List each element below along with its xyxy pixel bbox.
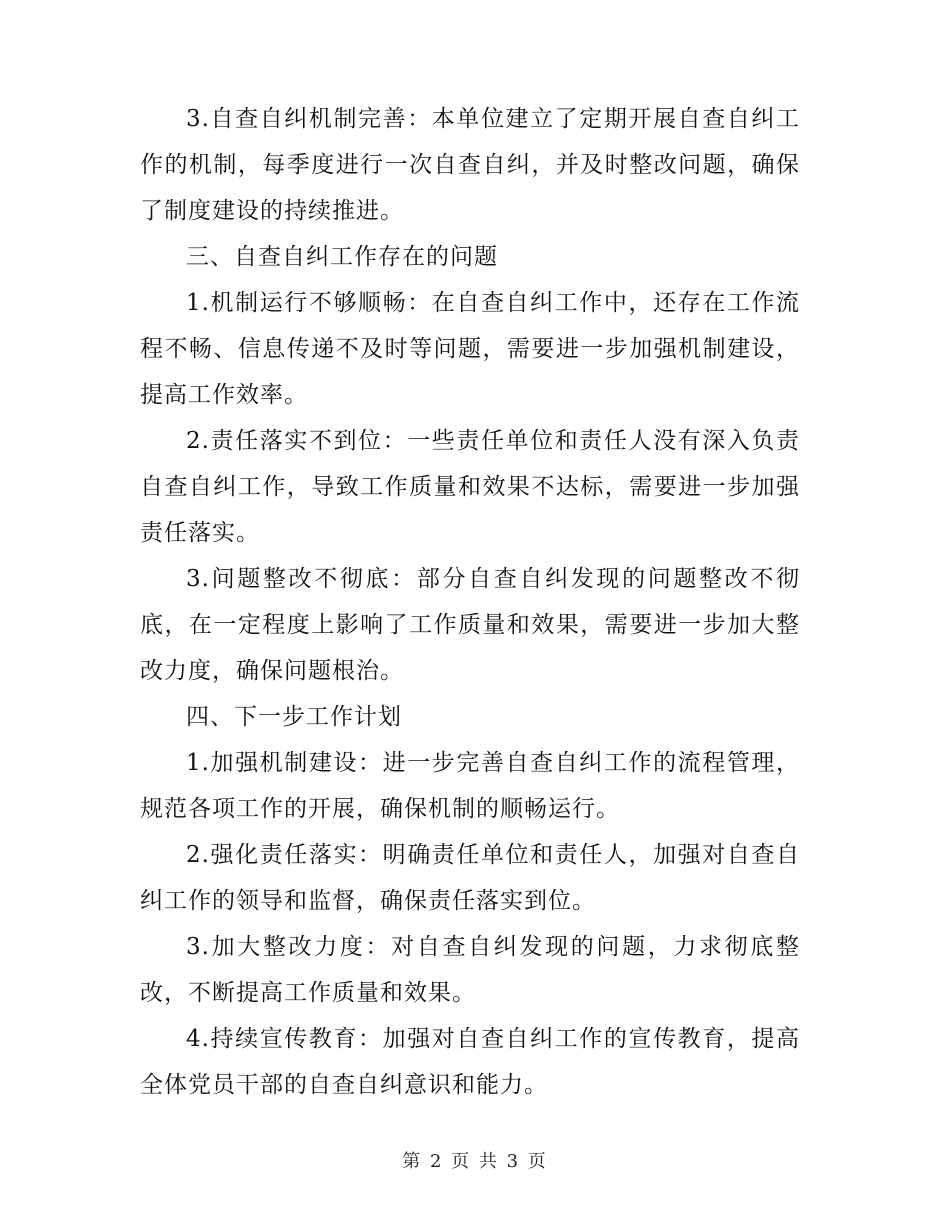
paragraph-increase-rectification: 3.加大整改力度：对自查自纠发现的问题，力求彻底整改，不断提高工作质量和效果。 (140, 934, 800, 1006)
paragraph-mechanism-complete: 3.自查自纠机制完善：本单位建立了定期开展自查自纠工作的机制，每季度进行一次自查自纠，并及时整改问题，确保了制度建设的持续推进。 (140, 106, 800, 224)
paragraph-responsibility-not-in-place: 2.责任落实不到位：一些责任单位和责任人没有深入负责自查自纠工作，导致工作质量和效果不达标，需要进一步加强责任落实。 (140, 428, 800, 546)
paragraph-rectification-incomplete: 3.问题整改不彻底：部分自查自纠发现的问题整改不彻底，在一定程度上影响了工作质量和效果，需要进一步加大整改力度，确保问题根治。 (140, 566, 800, 684)
paragraph-strengthen-responsibility: 2.强化责任落实：明确责任单位和责任人，加强对自查自纠工作的领导和监督，确保责任落实到位。 (140, 842, 800, 914)
paragraph-strengthen-mechanism: 1.加强机制建设：进一步完善自查自纠工作的流程管理，规范各项工作的开展，确保机制的顺畅运行。 (140, 750, 800, 822)
paragraph-mechanism-not-smooth: 1.机制运行不够顺畅：在自查自纠工作中，还存在工作流程不畅、信息传递不及时等问题，需要进一步加强机制建设，提高工作效率。 (140, 290, 800, 408)
page-number-footer: 第 2 页 共 3 页 (402, 1151, 548, 1172)
paragraph-continue-education: 4.持续宣传教育：加强对自查自纠工作的宣传教育，提高全体党员干部的自查自纠意识和能力。 (140, 1026, 800, 1098)
document-body (140, 96, 800, 1108)
section-heading-next-plan: 四、下一步工作计划 (186, 704, 402, 730)
section-heading-problems: 三、自查自纠工作存在的问题 (186, 244, 498, 270)
